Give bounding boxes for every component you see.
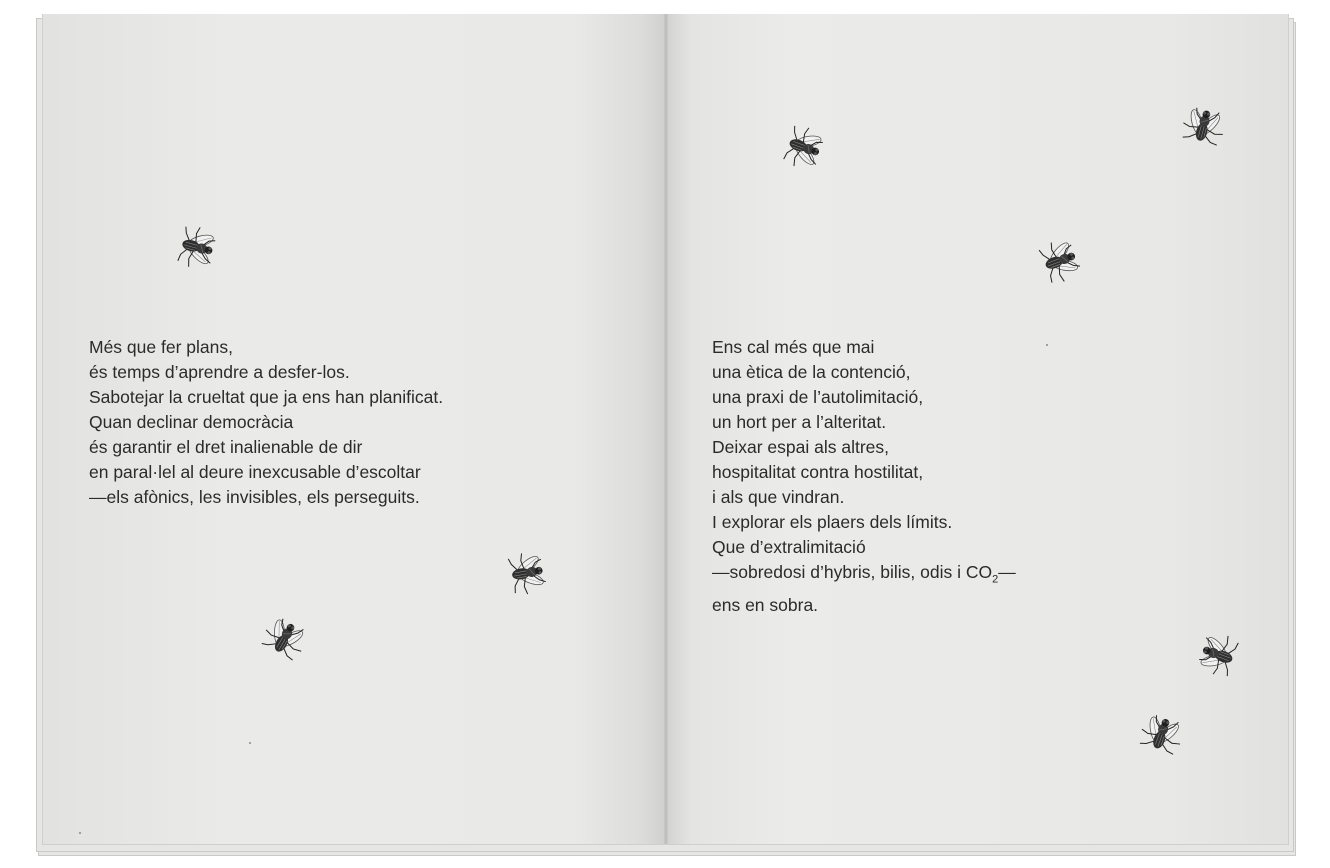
paper-speck [79,832,81,834]
fly-icon [1170,94,1236,160]
poem-line: és temps d’aprendre a desfer-los. [89,362,350,382]
co2-line-text: —sobredosi d’hybris, bilis, odis i CO [712,562,993,582]
poem-line: és garantir el dret inalienable de dir [89,437,363,457]
poem-line: I explorar els plaers dels límits. [712,512,953,532]
poem-line: Que d’extralimitació [712,537,866,557]
fly-icon [247,602,321,676]
poem-line: Quan declinar democràcia [89,412,294,432]
left-page [42,14,667,845]
poem-line: i als que vindran. [712,487,845,507]
poem-line: Més que fer plans, [89,337,233,357]
poem-line: Deixar espai als altres, [712,437,890,457]
paper-speck [249,742,251,744]
fly-icon [1184,620,1253,689]
paper-speck [1046,344,1048,346]
poem-line: ens en sobra. [712,594,819,615]
poem-line: Sabotejar la crueltat que ja ens han planificat. [89,387,444,407]
co2-line-dash: — [998,562,1016,582]
fly-icon [1024,226,1093,295]
poem-line: —els afònics, les invisibles, els perseguits. [89,487,420,507]
fly-icon [163,214,229,280]
poem-line-co2 [712,560,1016,593]
right-poem [712,335,1016,618]
poem-line: Ens cal més que mai [712,337,875,357]
left-poem [89,335,443,510]
poem-line: en paral·lel al deure inexcusable d’escoltar [89,462,421,482]
poem-line: un hort per a l’alteritat. [712,412,887,432]
open-book [34,14,1296,856]
right-page [666,14,1289,845]
poem-line: una ètica de la contenció, [712,362,911,382]
poem-line: hospitalitat contra hostilitat, [712,462,924,482]
poem-line: una praxi de l’autolimitació, [712,387,924,407]
fly-icon [1126,700,1195,769]
fly-icon [768,112,837,181]
book-gutter [664,14,668,844]
fly-icon [495,542,558,605]
co2-subscript: 2 [992,573,999,586]
